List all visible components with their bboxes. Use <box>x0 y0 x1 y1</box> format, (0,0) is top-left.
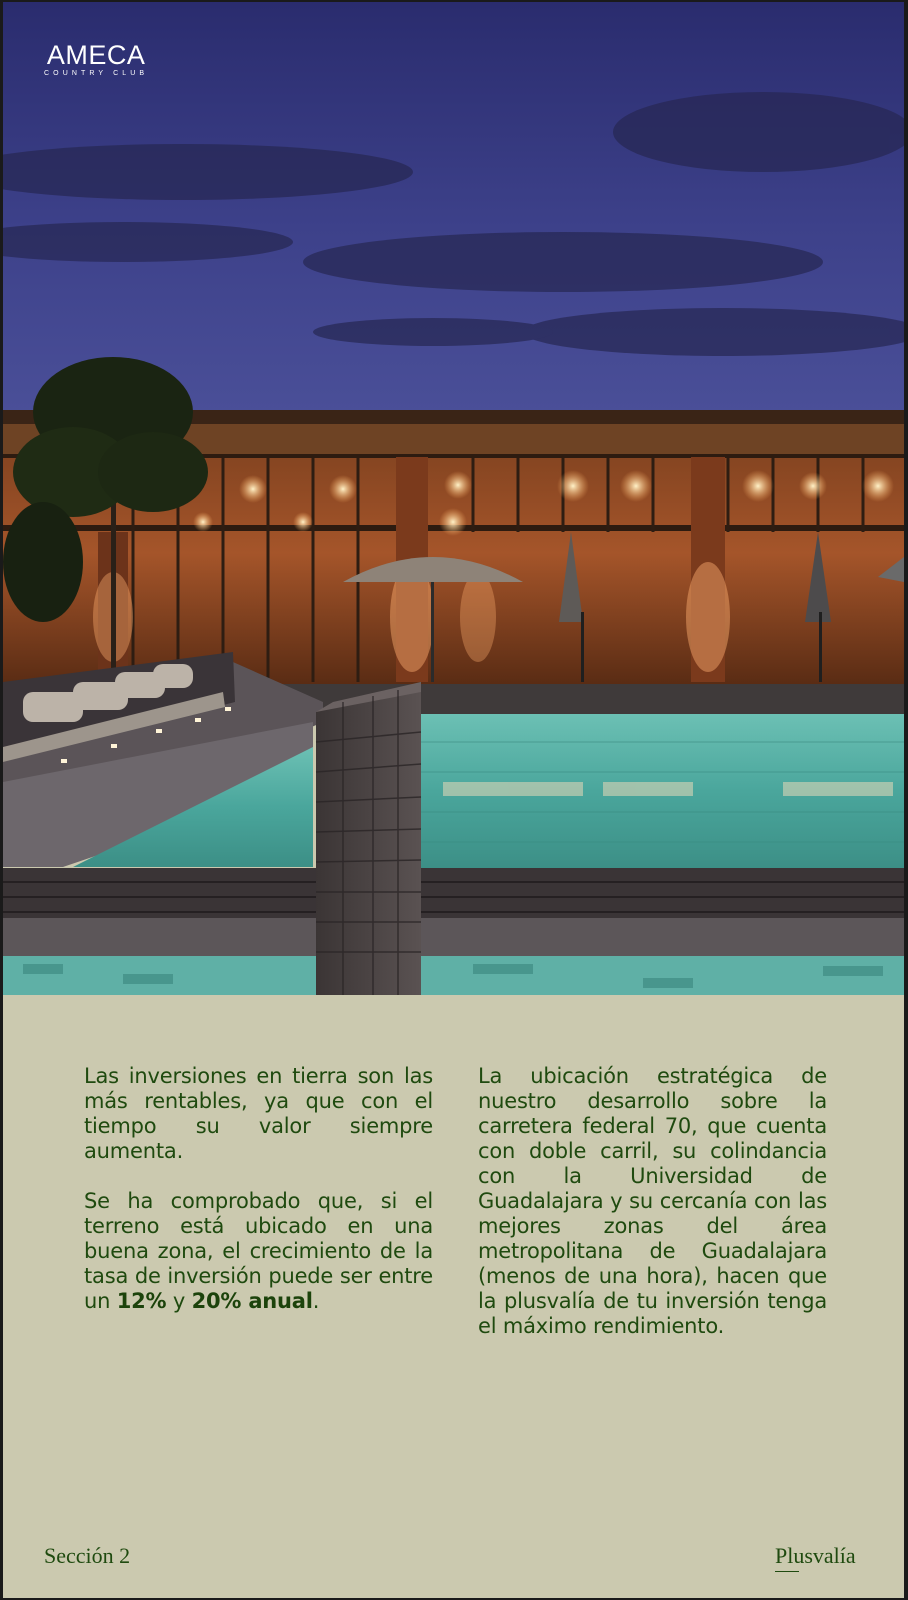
left-paragraph-2-text: Se ha comprobado que, si el terreno está ubicado en una buena zona, el crecimiento de la tasa de inversión puede ser entre un <box>84 1189 433 1313</box>
stone-wall <box>316 682 421 995</box>
section-label: Sección 2 <box>44 1543 131 1568</box>
left-paragraph-1: Las inversiones en tierra son las más rentables, ya que con el tiempo su valor siempre aumenta. <box>84 1064 433 1163</box>
topic-label: Plusvalía <box>775 1543 856 1568</box>
left-paragraph-2-end: . <box>312 1289 320 1313</box>
rate-low: 12% <box>116 1289 167 1313</box>
right-paragraph-1: La ubicación estratégica de nuestro desarrollo sobre la carretera federal 70, que cuenta con doble carril, su colindancia con la Universidad de Guadalajara y su cercanía con las mejores zonas del área metropolitana de Guadalajara (menos de una hora), hacen que la plusvalía de tu inversión tenga el máximo rendimiento. <box>478 1064 827 1338</box>
brochure-page <box>3 2 904 1598</box>
brand-tagline: COUNTRY CLUB <box>44 70 149 77</box>
hero-image <box>3 2 904 995</box>
brand-name: AMECA <box>46 40 146 70</box>
right-column <box>478 1064 827 1364</box>
brand-logo <box>44 41 148 78</box>
rate-high: 20% anual <box>191 1289 313 1313</box>
left-paragraph-2-mid: y <box>166 1289 192 1313</box>
topic-underline <box>775 1571 799 1572</box>
left-paragraph-2 <box>84 1189 433 1314</box>
left-column <box>84 1064 433 1339</box>
